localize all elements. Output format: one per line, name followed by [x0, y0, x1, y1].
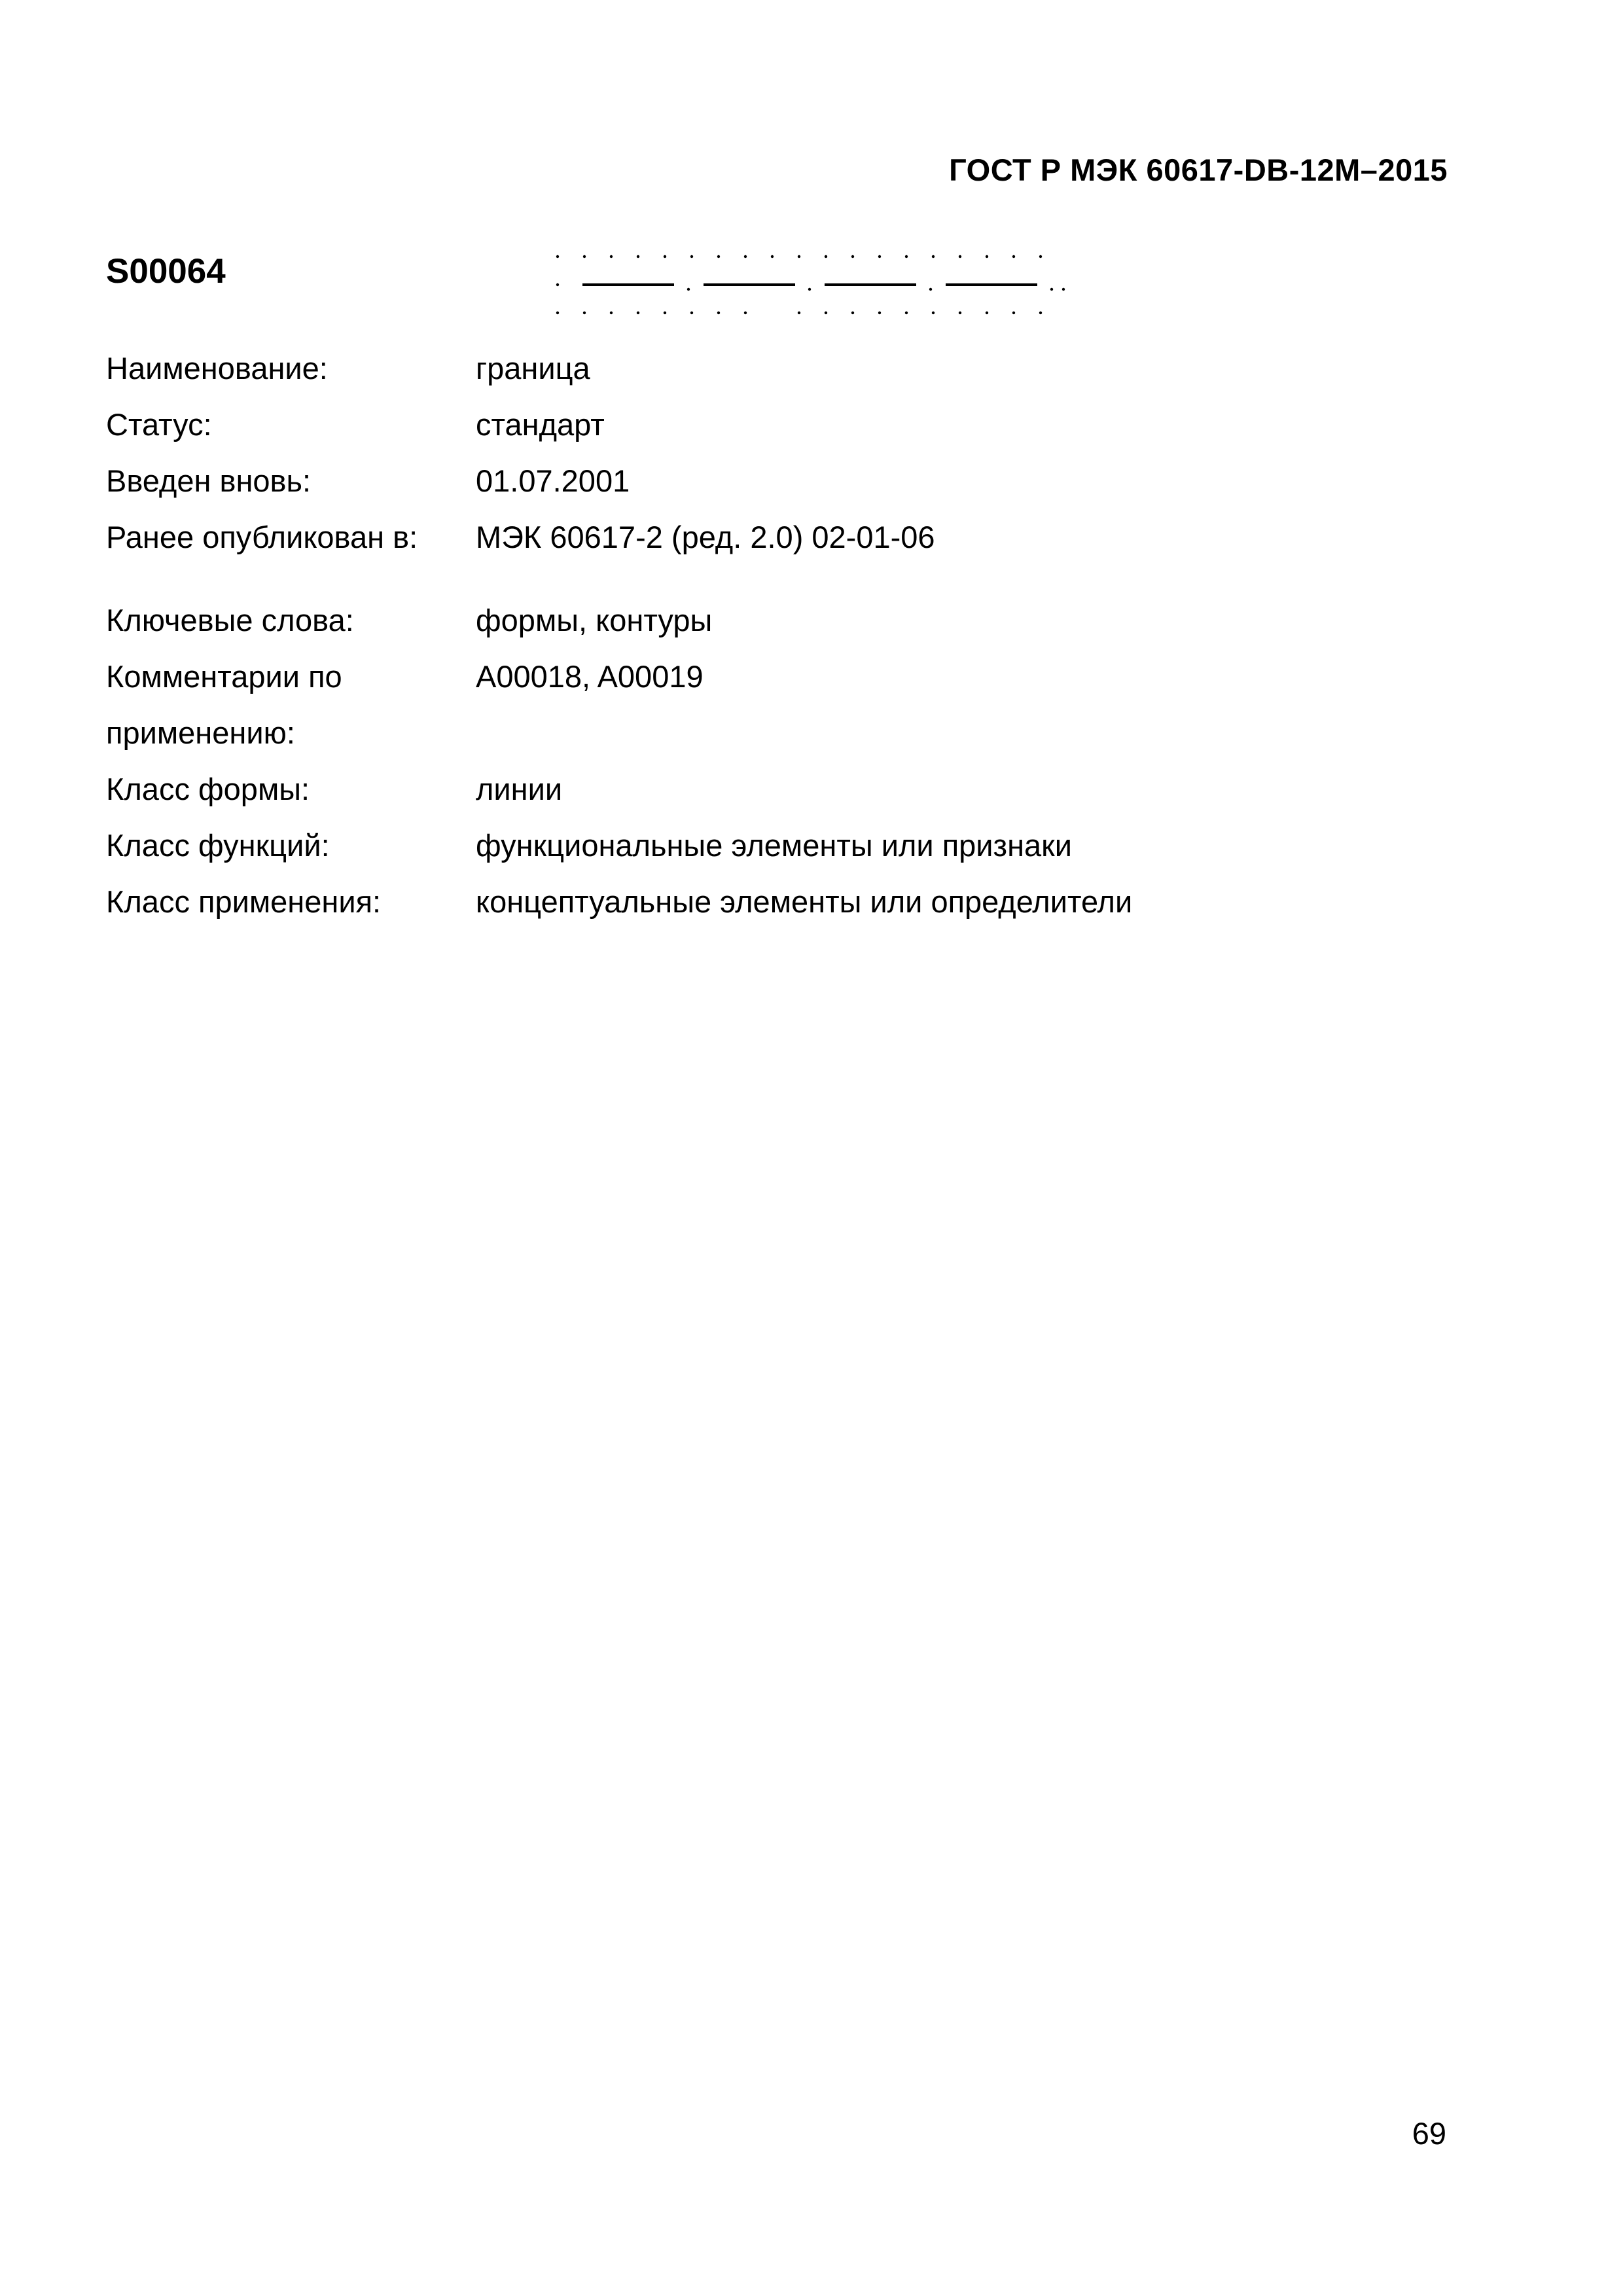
- field-label: Ключевые слова:: [106, 603, 354, 637]
- field-label: Наименование:: [106, 351, 328, 386]
- field-label: Комментарии по: [106, 659, 342, 694]
- field-value: линии: [476, 772, 563, 806]
- document-header: ГОСТ Р МЭК 60617-DB-12M–2015: [949, 152, 1448, 187]
- field-label: Статус:: [106, 407, 212, 442]
- dashed-boundary-line-symbol-icon: [543, 242, 1067, 327]
- field-value: стандарт: [476, 407, 605, 442]
- field-row-application-notes: [106, 649, 704, 705]
- field-row-application-notes-cont: [106, 705, 476, 761]
- field-label: Класс формы:: [106, 772, 310, 806]
- field-label: Класс применения:: [106, 884, 382, 919]
- field-row-previously-published: [106, 509, 935, 565]
- field-row-introduced: [106, 453, 630, 509]
- field-label: Ранее опубликован в:: [106, 520, 418, 554]
- field-value: граница: [476, 351, 590, 386]
- field-value: A00018, A00019: [476, 659, 704, 694]
- field-row-function-class: [106, 817, 1072, 874]
- symbol-id: S00064: [106, 252, 226, 291]
- field-row-keywords: [106, 592, 712, 649]
- field-label: Класс функций:: [106, 828, 330, 863]
- field-label: применению:: [106, 715, 295, 750]
- field-value: 01.07.2001: [476, 463, 630, 498]
- field-row-shape-class: [106, 761, 562, 817]
- field-label: Введен вновь:: [106, 463, 312, 498]
- field-row-name: [106, 340, 590, 397]
- field-row-status: [106, 397, 605, 453]
- field-value: концептуальные элементы или определители: [476, 884, 1133, 919]
- page-number: 69: [1412, 2116, 1446, 2151]
- field-value: формы, контуры: [476, 603, 713, 637]
- field-row-application-class: [106, 874, 1132, 930]
- field-value: МЭК 60617-2 (ред. 2.0) 02-01-06: [476, 520, 935, 554]
- field-value: функциональные элементы или признаки: [476, 828, 1072, 863]
